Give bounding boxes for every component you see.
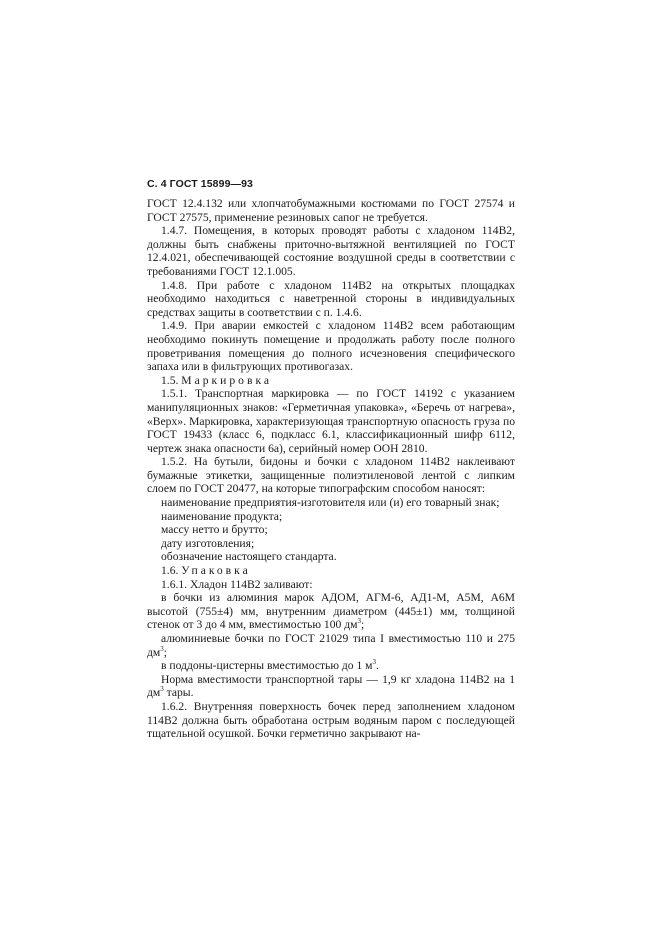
page-header: С. 4 ГОСТ 15899—93 — [147, 178, 253, 190]
text: ; — [163, 645, 167, 659]
list-item: массу нетто и брутто; — [161, 523, 268, 537]
text: в бочки из алюминия марок АДОМ, АГМ-6, АД1-М, А5М, А6М высотой (755±4) мм, внутренним диаметром (445±1) мм, толщиной стенок от 3 до 4 мм, вместимостью 100 дм — [147, 591, 515, 632]
section-title: Упаковка — [181, 564, 251, 578]
section-number: 1.5. — [161, 373, 179, 387]
paragraph-1-6-1: 1.6.1. Хладон 114В2 заливают: — [161, 577, 313, 591]
paragraph-1-6-1-norm — [147, 673, 515, 700]
superscript: 3 — [160, 685, 164, 694]
text: алюминиевые бочки по ГОСТ 21029 типа I вместимостью 110 и 275 дм — [147, 632, 515, 659]
list-item: обозначение настоящего стандарта. — [161, 550, 337, 564]
list-item: наименование предприятия-изготовителя или (и) его товарный знак; — [161, 496, 500, 510]
paragraph-1-6-1-aluminium — [147, 632, 515, 659]
paragraph-1-5-2: 1.5.2. На бутыли, бидоны и бочки с хладоном 114В2 наклеивают бумажные этикетки, защищенные полиэтиленовой лентой с липким слоем по ГОСТ 20477, на которые типографским способом наносят: — [147, 455, 515, 496]
text: ; — [360, 618, 365, 632]
text: Норма вместимости транспортной тары — 1,9 кг хладона 114В2 на 1 дм — [147, 672, 515, 700]
paragraph-1-4-9: 1.4.9. При аварии емкостей с хладоном 114В2 всем работающим необходимо покинуть помещение и продолжать работу после полного проветривания помещения до полного исчезновения специфического запаха или в фильтрующих противогазах. — [147, 319, 515, 374]
paragraph-1-4-8: 1.4.8. При работе с хладоном 114В2 на открытых площадках необходимо находиться с наветренной стороны в индивидуальных средствах защиты в соответствии с п. 1.4.6. — [147, 278, 515, 319]
text: в поддоны-цистерны вместимостью до 1 м — [161, 659, 373, 673]
document-body — [147, 197, 515, 741]
text: . — [376, 659, 379, 673]
superscript: 3 — [357, 617, 361, 626]
paragraph-1-5-1: 1.5.1. Транспортная маркировка — по ГОСТ 14192 с указанием манипуляционных знаков: «Герметичная упаковка», «Беречь от нагрева», «Верх». Маркировка, характеризующая транспортную опасность груза по ГОСТ 19433 (класс 6, подкласс 6.1, классификационный шифр 6112, чертеж знака опасности 6а), серийный номер ООН 2810. — [147, 387, 515, 455]
list-item: дату изготовления; — [161, 536, 255, 550]
paragraph-1-6-1-tanks — [147, 659, 515, 673]
section-heading-1-6 — [147, 564, 515, 578]
paragraph-1-4-7: 1.4.7. Помещения, в которых проводят работы с хладоном 114В2, должны быть снабжены приточно-вытяжной вентиляцией по ГОСТ 12.4.021, обеспечивающей состояние воздушной среды в соответствии с требованиями ГОСТ 12.1.005. — [147, 224, 515, 278]
paragraph-1-6-2: 1.6.2. Внутренняя поверхность бочек перед заполнением хладоном 114В2 должна быть обработана острым водяным паром с последующей тщательной осушкой. Бочки герметично закрывают на- — [147, 699, 515, 741]
section-heading-1-5 — [147, 374, 515, 388]
section-title: Маркировка — [181, 373, 273, 387]
superscript: 3 — [372, 658, 377, 667]
document-page — [147, 178, 515, 741]
paragraph-1-6-1-barrels — [147, 591, 515, 632]
section-number: 1.6. — [161, 564, 179, 578]
paragraph-continuation: ГОСТ 12.4.132 или хлопчатобумажными костюмами по ГОСТ 27574 и ГОСТ 27575, применение резиновых сапог не требуется. — [147, 197, 515, 224]
list-item: наименование продукта; — [161, 509, 283, 523]
superscript: 3 — [160, 644, 164, 653]
text: тары. — [163, 686, 194, 700]
